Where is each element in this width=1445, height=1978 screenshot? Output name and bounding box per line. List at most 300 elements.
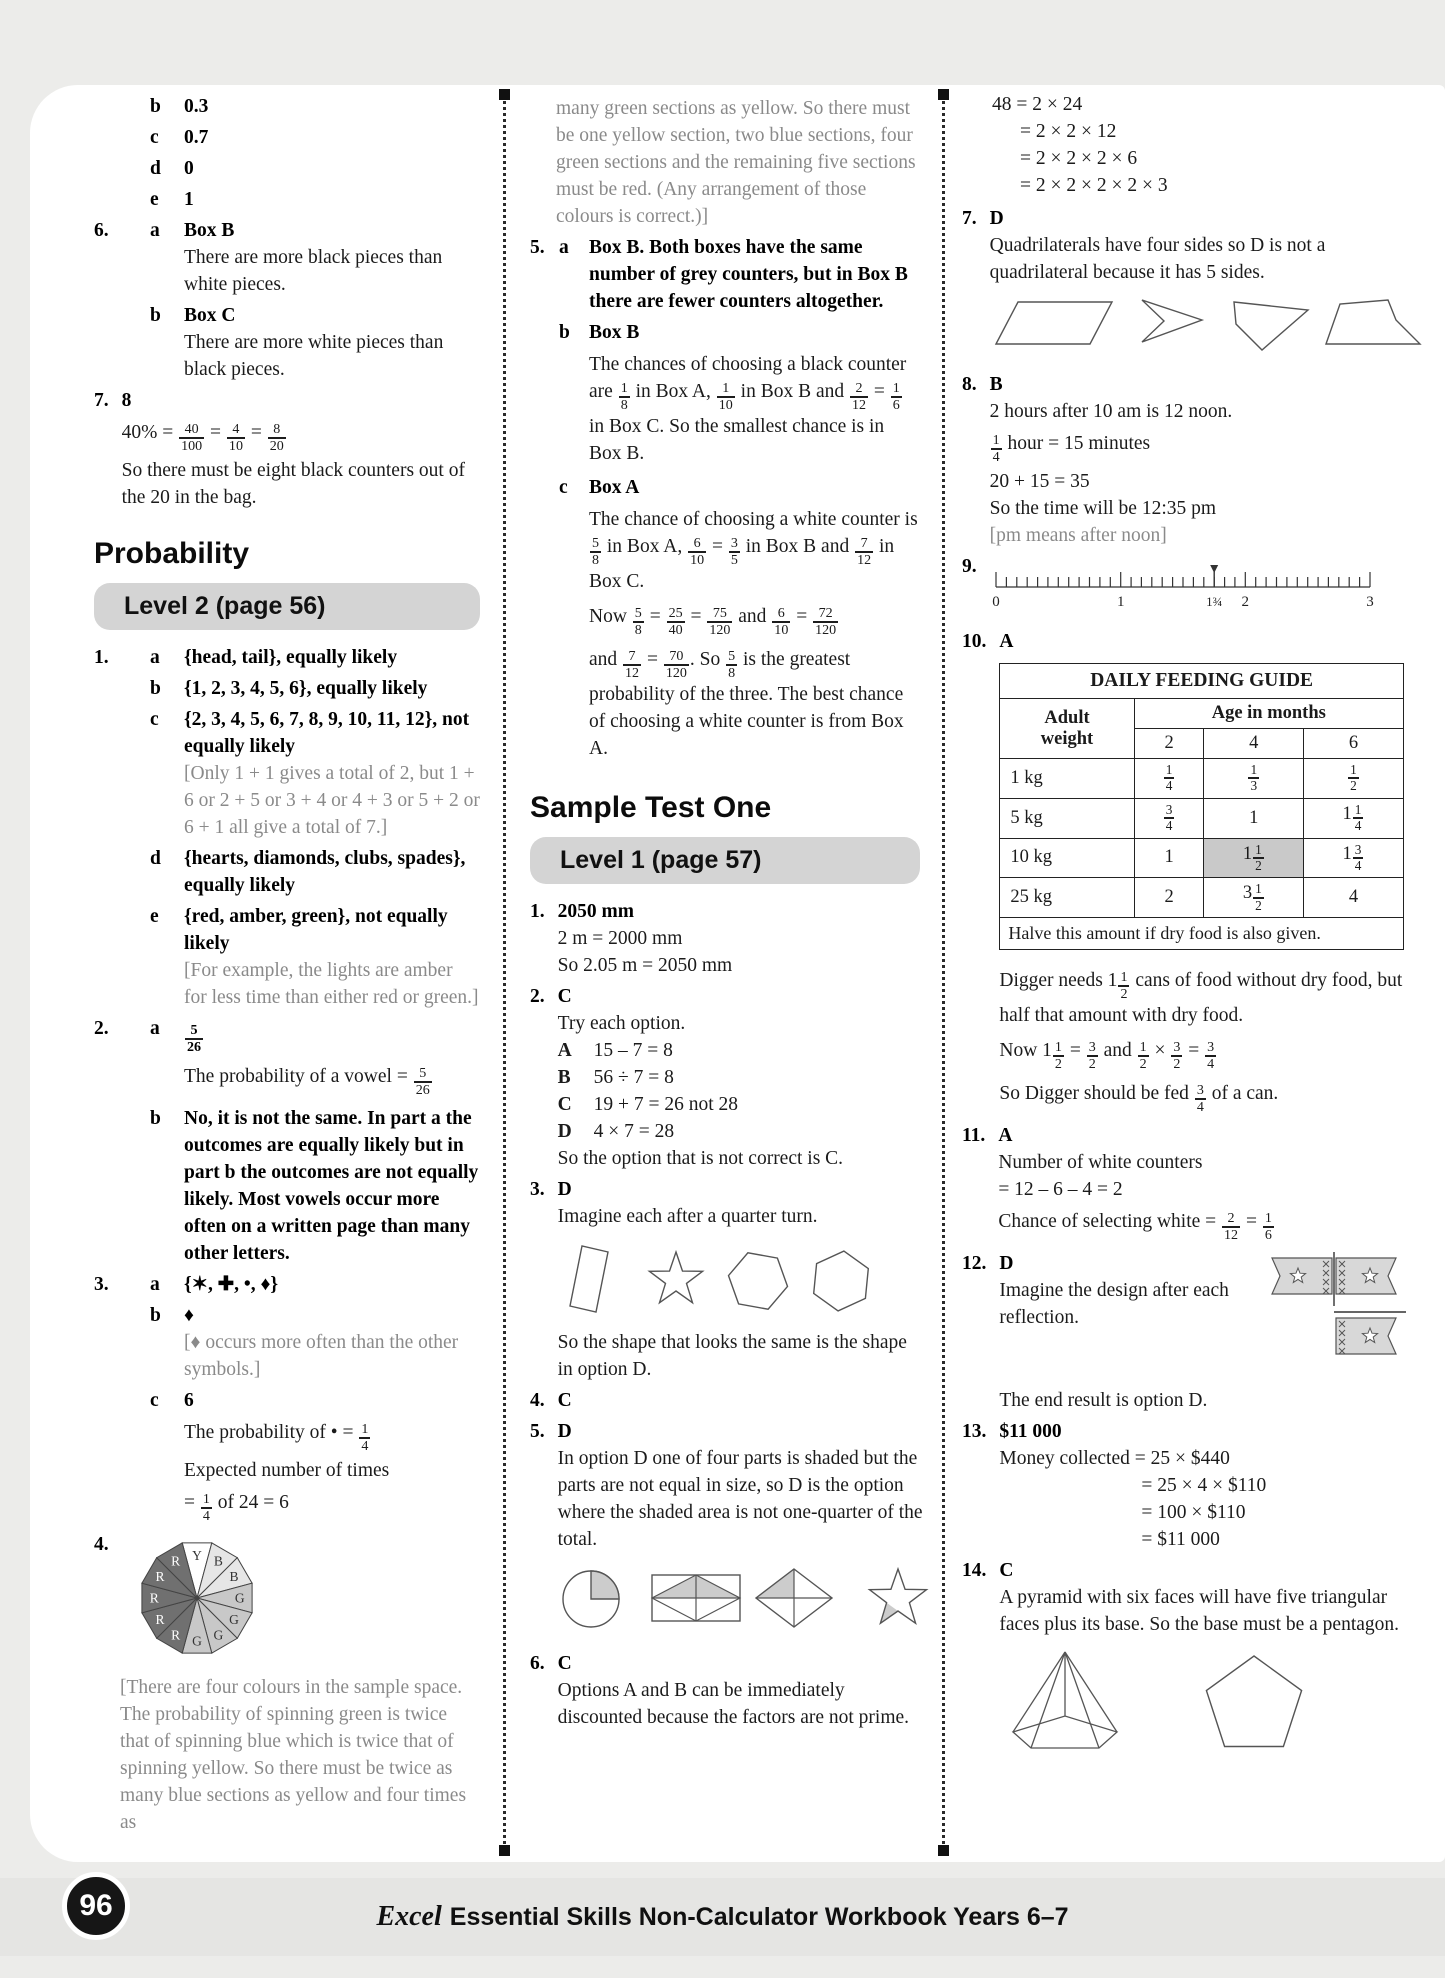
part-letter: b [150, 1108, 161, 1130]
question-number: 1. [94, 647, 109, 669]
question-number: 14. [962, 1560, 987, 1582]
text-line: So 2.05 m = 2050 mm [557, 955, 733, 977]
text-line: So the time will be 12:35 pm [989, 498, 1217, 520]
text-line: {2, 3, 4, 5, 6, 7, 8, 9, 10, 11, 12}, not equally likely [184, 709, 470, 758]
answer-item [530, 1176, 920, 1383]
text-line: many green sections as yellow. So there must be one yellow section, two blue sections, four green sections and the remaining five sections must be red. (Any arrangement of those colours is correct.)] [556, 98, 916, 227]
answer-body [184, 1271, 480, 1298]
section-heading: Sample Test One [530, 791, 772, 825]
text-line: = 25 × 4 × $110 [1141, 1475, 1267, 1497]
figure-ruler [990, 559, 1408, 618]
text-line: = 2 × 2 × 12 [1020, 121, 1117, 142]
svg-text:1: 1 [1116, 594, 1125, 611]
part-letter: a [150, 1274, 160, 1296]
fraction: $\frac{25}{40}$ [668, 604, 683, 639]
fraction: $\frac{5}{8}$ [728, 648, 736, 682]
age-header-cell: 6 [1304, 729, 1404, 759]
section-heading: Probability [94, 537, 250, 571]
text-line: [Only 1 + 1 gives a total of 2, but 1 + 6 or 2 + 5 or 3 + 4 or 4 + 3 or 5 + 2 or 6 + 1 all give a total of 7.] [184, 763, 480, 839]
fraction: $\frac{3}{4}$ [1165, 801, 1173, 834]
amount-cell: 1 $\frac{1}{4}$ [1304, 798, 1404, 838]
text-line: [There are four colours in the sample space. The probability of spinning green is twice that of spinning blue which is twice that of spinning yellow. So there must be twice as many blue sections as yellow and four times as [120, 1677, 467, 1834]
question-number [530, 319, 559, 470]
answer-body [589, 319, 920, 470]
text-line: Box C [184, 305, 236, 326]
answer-item [94, 1387, 480, 1527]
footer-strip [0, 1878, 1445, 1956]
fraction: $\frac{72}{120}$ [815, 604, 837, 639]
text-line: ♦ [184, 1305, 194, 1327]
figure-spinner [122, 1537, 480, 1664]
table-corner-header: Adult weight [1000, 699, 1134, 759]
option-letter: D [557, 1121, 572, 1143]
text-line: $11 000 [999, 1421, 1062, 1443]
question-number: 12. [962, 1253, 987, 1275]
svg-text:2: 2 [1241, 594, 1249, 611]
answer-body [184, 155, 480, 182]
text-line: 2050 mm [557, 901, 634, 923]
answer-item [94, 903, 480, 1011]
text-line: 2 m = 2000 mm [557, 928, 683, 950]
fraction: $\frac{1}{3}$ [1250, 762, 1258, 794]
answer-body [184, 124, 480, 151]
figure-fractionShapes [558, 1559, 938, 1640]
table-row [1000, 838, 1404, 878]
part-letter: e [150, 189, 159, 210]
text-line: A pyramid with six faces will have five triangular faces plus its base. So the base must be a pentagon. [999, 1587, 1400, 1636]
table-row [1000, 798, 1404, 838]
fraction: $\frac{6}{10}$ [774, 604, 789, 639]
fraction: $\frac{3}{2}$ [1173, 1038, 1181, 1073]
question-number [94, 302, 150, 383]
text-line: C [557, 1653, 572, 1675]
text-line: Chance of selecting white = $\frac{2}{12}$ = $\frac{1}{6}$ [998, 1210, 1272, 1244]
fraction: $\frac{2}{12}$ [1224, 1210, 1239, 1244]
fraction: $\frac{5}{26}$ [187, 1021, 202, 1055]
fraction: $\frac{3}{5}$ [730, 534, 738, 568]
page-number-badge: 96 [62, 1872, 130, 1940]
svg-text:R: R [155, 1569, 165, 1585]
column-divider-2 [942, 95, 945, 1850]
answer-body [184, 1015, 480, 1101]
answer-item [962, 371, 1408, 549]
answer-item [962, 553, 1408, 624]
text-line: 0.7 [184, 127, 209, 148]
answer-body [990, 553, 1408, 624]
text-line: 20 + 15 = 35 [989, 471, 1090, 493]
svg-text:R: R [170, 1553, 180, 1569]
age-header-cell: 2 [1134, 729, 1204, 759]
text-line: C [999, 1560, 1014, 1582]
answer-item [962, 1250, 1408, 1414]
text-line: There are more black pieces than white pieces. [184, 247, 443, 295]
quarter-turn-shapes [558, 1236, 888, 1318]
svg-text:B: B [213, 1553, 223, 1569]
text-line: So the option that is not correct is C. [557, 1148, 844, 1170]
text-line: B [989, 374, 1003, 395]
footer-title: Essential Skills Non-Calculator Workbook Years 6–7 [449, 1903, 1069, 1931]
part-letter: c [559, 477, 568, 499]
fraction: $\frac{1}{4}$ [1165, 762, 1173, 794]
fraction: $\frac{1}{6}$ [892, 379, 900, 413]
text-line: D 4 × 7 = 28 [558, 1118, 920, 1145]
answer-body [122, 1531, 480, 1670]
answer-body [184, 845, 480, 899]
question-number: 11. [962, 1125, 986, 1147]
answer-item [94, 1302, 480, 1383]
option-letter: A [557, 1040, 572, 1062]
text-line: There are more white pieces than black pieces. [184, 332, 444, 380]
text-line: {✶, ✚, •, ♦} [184, 1274, 279, 1296]
text-line: Box B [184, 220, 235, 241]
fraction: $\frac{1}{2}$ [1350, 762, 1357, 794]
fraction: $\frac{1}{4}$ [361, 1421, 369, 1455]
text-line: The chance of choosing a white counter is $\frac{5}{8}$ in Box A, $\frac{6}{10}$ = $\frac{3}{5}$ in Box B and $\frac{7}{12}$ in Box C. [589, 509, 918, 593]
fraction: $\frac{4}{10}$ [228, 420, 243, 454]
fraction: $\frac{6}{10}$ [690, 534, 705, 568]
fraction: $\frac{2}{12}$ [852, 379, 867, 413]
answer-body [998, 1122, 1408, 1246]
answer-body [558, 983, 920, 1172]
question-number: 7. [94, 390, 109, 411]
text-line: The end result is option D. [999, 1390, 1208, 1412]
svg-text:1¾: 1¾ [1205, 594, 1222, 610]
fraction: $\frac{5}{26}$ [415, 1064, 430, 1099]
amount-cell [1304, 759, 1404, 799]
weight-cell: 25 kg [1000, 878, 1134, 918]
answer-body [999, 1250, 1408, 1414]
answer-item [962, 628, 1408, 1118]
amount-cell: 1 $\frac{3}{4}$ [1304, 838, 1404, 878]
question-number [94, 706, 150, 841]
answer-item [94, 387, 480, 511]
svg-text:G: G [213, 1627, 223, 1643]
text-line: Digger needs 1 $\frac{1}{2}$ cans of food without dry food, but half that amount with dry food. [999, 968, 1403, 1027]
fraction: $\frac{1}{2}$ [1120, 968, 1128, 1002]
answer-item [962, 1557, 1408, 1773]
text-line: A [999, 631, 1014, 653]
answer-item [94, 1271, 480, 1298]
answer-body [122, 387, 480, 511]
fraction: $\frac{3}{4}$ [1196, 1082, 1204, 1116]
svg-text:3: 3 [1365, 594, 1374, 611]
text-line: D [999, 1253, 1014, 1275]
answer-body [184, 186, 480, 213]
answer-item [94, 302, 480, 383]
text-line: 48 = 2 × 24 [992, 94, 1083, 115]
answer-item [530, 1650, 920, 1731]
answer-body [184, 706, 480, 841]
continued-paragraph [556, 95, 920, 230]
text-line: Now $\frac{5}{8}$ = $\frac{25}{40}$ = $\frac{75}{120}$ and $\frac{6}{10}$ = $\frac{72}{120}$ [589, 604, 837, 639]
quadrilateral-shapes [990, 292, 1428, 356]
answer-item [94, 644, 480, 671]
answer-item [530, 1418, 923, 1646]
text-line: C [557, 1390, 572, 1412]
question-number: 1. [530, 901, 545, 923]
text-line: Expected number of times [184, 1460, 390, 1482]
amount-cell: 4 [1304, 878, 1404, 918]
svg-text:B: B [229, 1569, 239, 1585]
answer-body [184, 675, 480, 702]
question-number [94, 1105, 150, 1267]
text-line: 6 [184, 1390, 194, 1412]
fraction: $\frac{40}{100}$ [181, 420, 203, 454]
text-line [184, 1015, 480, 1058]
part-letter: d [150, 848, 161, 870]
figure-flags [1256, 1250, 1408, 1377]
answer-body [558, 1418, 938, 1646]
option-letter: B [557, 1067, 571, 1089]
text-line: D [557, 1179, 572, 1201]
answer-item [530, 898, 920, 979]
question-number: 5. [530, 237, 545, 258]
part-letter: b [150, 678, 161, 700]
part-letter: c [150, 709, 159, 731]
column-left [94, 91, 480, 1840]
column-middle [530, 91, 923, 1735]
pyramid-and-pentagon [999, 1644, 1339, 1762]
footer-brand: Excel [376, 1901, 442, 1932]
continued-paragraph [120, 1674, 480, 1836]
question-number: 9. [962, 556, 977, 578]
answer-item [94, 1105, 480, 1267]
text-line: A 15 – 7 = 8 [558, 1037, 920, 1064]
svg-text:G: G [191, 1633, 202, 1649]
column-divider-1 [503, 95, 506, 1850]
question-number [94, 675, 150, 702]
text-line: 40% = $\frac{40}{100}$ = $\frac{4}{10}$ = $\frac{8}{20}$ [121, 420, 284, 454]
part-letter: c [150, 1390, 159, 1412]
fraction: $\frac{1}{2}$ [1054, 1038, 1062, 1073]
amount-cell: 2 [1134, 878, 1204, 918]
fraction: $\frac{8}{20}$ [269, 420, 284, 454]
part-letter: d [150, 158, 161, 179]
text-line: Box B [589, 322, 640, 343]
reflection-flags-figure [1256, 1250, 1408, 1372]
level-heading: Level 1 (page 57) [530, 837, 920, 884]
text-line: So there must be eight black counters out of the 20 in the bag. [121, 460, 465, 509]
amount-cell: 1 $\frac{1}{2}$ [1204, 838, 1304, 878]
text-line: and $\frac{7}{12}$ = $\frac{70}{120}$ . So $\frac{5}{8}$ is the greatest probability of the three. The best chance of choosing a white counter is from Box A. [589, 648, 904, 760]
text-line: [♦ occurs more often than the other symbols.] [184, 1332, 459, 1381]
text-line: {head, tail}, equally likely [184, 647, 398, 669]
answer-item [962, 1122, 1408, 1246]
question-number: 10. [962, 631, 987, 653]
answer-body [184, 1387, 480, 1527]
answer-item [94, 186, 480, 213]
question-number: 4. [530, 1390, 545, 1412]
fraction: $\frac{3}{2}$ [1088, 1038, 1096, 1073]
text-line: Options A and B can be immediately discounted because the factors are not prime. [557, 1680, 910, 1729]
feeding-guide-table [999, 663, 1404, 950]
figure-pyramidPentagon [999, 1644, 1408, 1767]
svg-text:R: R [170, 1627, 180, 1643]
question-number: 3. [94, 1274, 109, 1296]
workbook-page [30, 85, 1445, 1862]
text-line: In option D one of four parts is shaded but the parts are not equal in size, so D is the option where the shaded area is not one-quarter of the total. [557, 1448, 923, 1551]
fraction: $\frac{1}{10}$ [718, 379, 733, 413]
figure-quadShapes [990, 292, 1428, 361]
figure-quarterShapes [558, 1236, 920, 1323]
question-number [94, 1302, 150, 1383]
text-line: 8 [121, 390, 132, 411]
weight-cell: 10 kg [1000, 838, 1134, 878]
amount-cell: 3 $\frac{1}{2}$ [1204, 878, 1304, 918]
text-line: {red, amber, green}, not equally likely [184, 906, 448, 955]
part-letter: b [559, 322, 570, 343]
answer-body [990, 371, 1408, 549]
answer-body [990, 205, 1428, 367]
fraction: $\frac{1}{2}$ [1255, 841, 1262, 873]
table-title: DAILY FEEDING GUIDE [1000, 664, 1404, 699]
text-line: Quadrilaterals have four sides so D is not a quadrilateral because it has 5 sides. [989, 235, 1326, 283]
answer-item [530, 983, 920, 1172]
question-number: 8. [962, 374, 977, 395]
part-letter: b [150, 305, 161, 326]
fraction: $\frac{75}{120}$ [709, 604, 731, 639]
part-letter: a [150, 647, 160, 669]
question-number: 2. [530, 986, 545, 1008]
question-number [94, 845, 150, 899]
ruler-figure [990, 559, 1378, 613]
part-letter: c [150, 127, 159, 148]
fraction: $\frac{70}{120}$ [665, 648, 687, 682]
table-row [1000, 759, 1404, 799]
text-line: B 56 ÷ 7 = 8 [558, 1064, 920, 1091]
weight-cell: 5 kg [1000, 798, 1134, 838]
fraction: $\frac{1}{4}$ [1354, 801, 1362, 834]
question-number: 7. [962, 208, 977, 229]
answer-item [94, 1015, 480, 1101]
answer-item [530, 1387, 920, 1414]
question-number [94, 186, 150, 213]
column-right [962, 91, 1408, 1777]
answer-body [999, 628, 1408, 1118]
table-row [1000, 878, 1404, 918]
svg-text:0: 0 [991, 594, 1000, 611]
text-line: Imagine the design after each reflection. [999, 1280, 1229, 1329]
text-line: Box A [589, 477, 640, 499]
svg-text:R: R [149, 1590, 159, 1606]
text-line: $\frac{1}{4}$ hour = 15 minutes [992, 431, 1151, 465]
amount-cell [1204, 759, 1304, 799]
fraction: $\frac{1}{8}$ [620, 379, 628, 413]
text-line: C [557, 986, 572, 1008]
fraction: $\frac{1}{2}$ [1255, 881, 1262, 913]
option-letter: C [557, 1094, 572, 1116]
part-letter: b [150, 1305, 161, 1327]
answer-body [184, 302, 480, 383]
fraction: $\frac{5}{8}$ [592, 534, 600, 568]
text-line: {hearts, diamonds, clubs, spades}, equally likely [184, 848, 466, 897]
figure-feedingTable [999, 663, 1408, 950]
question-number [94, 1387, 150, 1527]
answer-body [558, 1650, 920, 1731]
answer-body [184, 217, 480, 298]
text-line: D [557, 1421, 572, 1443]
fraction-shapes [558, 1559, 938, 1635]
svg-text:R: R [155, 1612, 165, 1628]
answer-item [530, 319, 920, 470]
fraction: $\frac{1}{2}$ [1139, 1038, 1147, 1073]
level-heading: Level 2 (page 56) [94, 583, 480, 630]
answer-body [558, 898, 920, 979]
amount-cell: 1 [1134, 838, 1204, 878]
fraction: $\frac{1}{4}$ [202, 1491, 210, 1525]
text-line: = $11 000 [1141, 1529, 1220, 1551]
answer-body [558, 1176, 920, 1383]
fraction: $\frac{3}{4}$ [1207, 1038, 1215, 1073]
answer-item [530, 234, 920, 315]
fraction: $\frac{1}{4}$ [992, 431, 1000, 465]
text-line: A [998, 1125, 1013, 1147]
question-number: 13. [962, 1421, 987, 1443]
part-letter: a [150, 220, 160, 241]
question-number [530, 474, 559, 765]
answer-body [184, 93, 480, 120]
answer-item [94, 1531, 480, 1670]
text-line: The probability of a vowel = $\frac{5}{26}$ [184, 1064, 430, 1099]
text-line: = $\frac{1}{4}$ of 24 = 6 [184, 1491, 289, 1525]
question-number: 4. [94, 1534, 109, 1556]
question-number: 6. [94, 220, 109, 241]
fraction: $\frac{7}{12}$ [857, 534, 872, 568]
answer-item [94, 124, 480, 151]
fraction: $\frac{7}{12}$ [625, 648, 640, 682]
answer-body [558, 1387, 920, 1414]
text-line: Number of white counters [998, 1152, 1203, 1174]
answer-item [94, 706, 480, 841]
svg-text:G: G [228, 1612, 239, 1628]
weight-cell: 1 kg [1000, 759, 1134, 799]
svg-text:Y: Y [191, 1548, 202, 1564]
text-line: C 19 + 7 = 26 not 28 [558, 1091, 920, 1118]
fraction: $\frac{5}{8}$ [634, 604, 642, 639]
answer-body [184, 1302, 480, 1383]
text-line: Try each option. [557, 1013, 686, 1035]
text-line: [pm means after noon] [989, 525, 1167, 547]
spinner-figure [136, 1537, 258, 1659]
text-line: Imagine each after a quarter turn. [557, 1206, 818, 1228]
svg-text:G: G [234, 1590, 245, 1606]
answer-item [962, 1418, 1408, 1553]
text-line: No, it is not the same. In part a the outcomes are equally likely but in part b the outcomes are not equally likely. Most vowels occur more often on a written page than many other letters. [184, 1108, 479, 1265]
amount-cell [1134, 759, 1204, 799]
question-number: 2. [94, 1018, 109, 1040]
fraction: $\frac{1}{6}$ [1264, 1210, 1272, 1244]
text-line: The probability of • = $\frac{1}{4}$ [184, 1421, 369, 1455]
answer-body [589, 474, 920, 765]
question-number [94, 93, 150, 120]
text-line: So the shape that looks the same is the shape in option D. [557, 1332, 907, 1381]
table-note: Halve this amount if dry food is also given. [1000, 918, 1404, 950]
text-line: = 100 × $110 [1141, 1502, 1246, 1524]
working-lines [992, 91, 1408, 199]
text-line: 1 [184, 189, 194, 210]
answer-body [999, 1557, 1408, 1773]
text-line: So Digger should be fed $\frac{3}{4}$ of a can. [999, 1082, 1279, 1116]
answer-body [589, 234, 920, 315]
text-line: D [989, 208, 1004, 229]
fraction: $\frac{3}{4}$ [1354, 841, 1362, 873]
text-line: [For example, the lights are amber for less time than either red or green.] [184, 960, 479, 1009]
question-number: 5. [530, 1421, 545, 1443]
amount-cell [1134, 798, 1204, 838]
text-line: Now 1 $\frac{1}{2}$ = $\frac{3}{2}$ and $\frac{1}{2}$ × $\frac{3}{2}$ = $\frac{3}{4}$ [999, 1038, 1215, 1073]
answer-item [530, 474, 920, 765]
question-number [94, 903, 150, 1011]
